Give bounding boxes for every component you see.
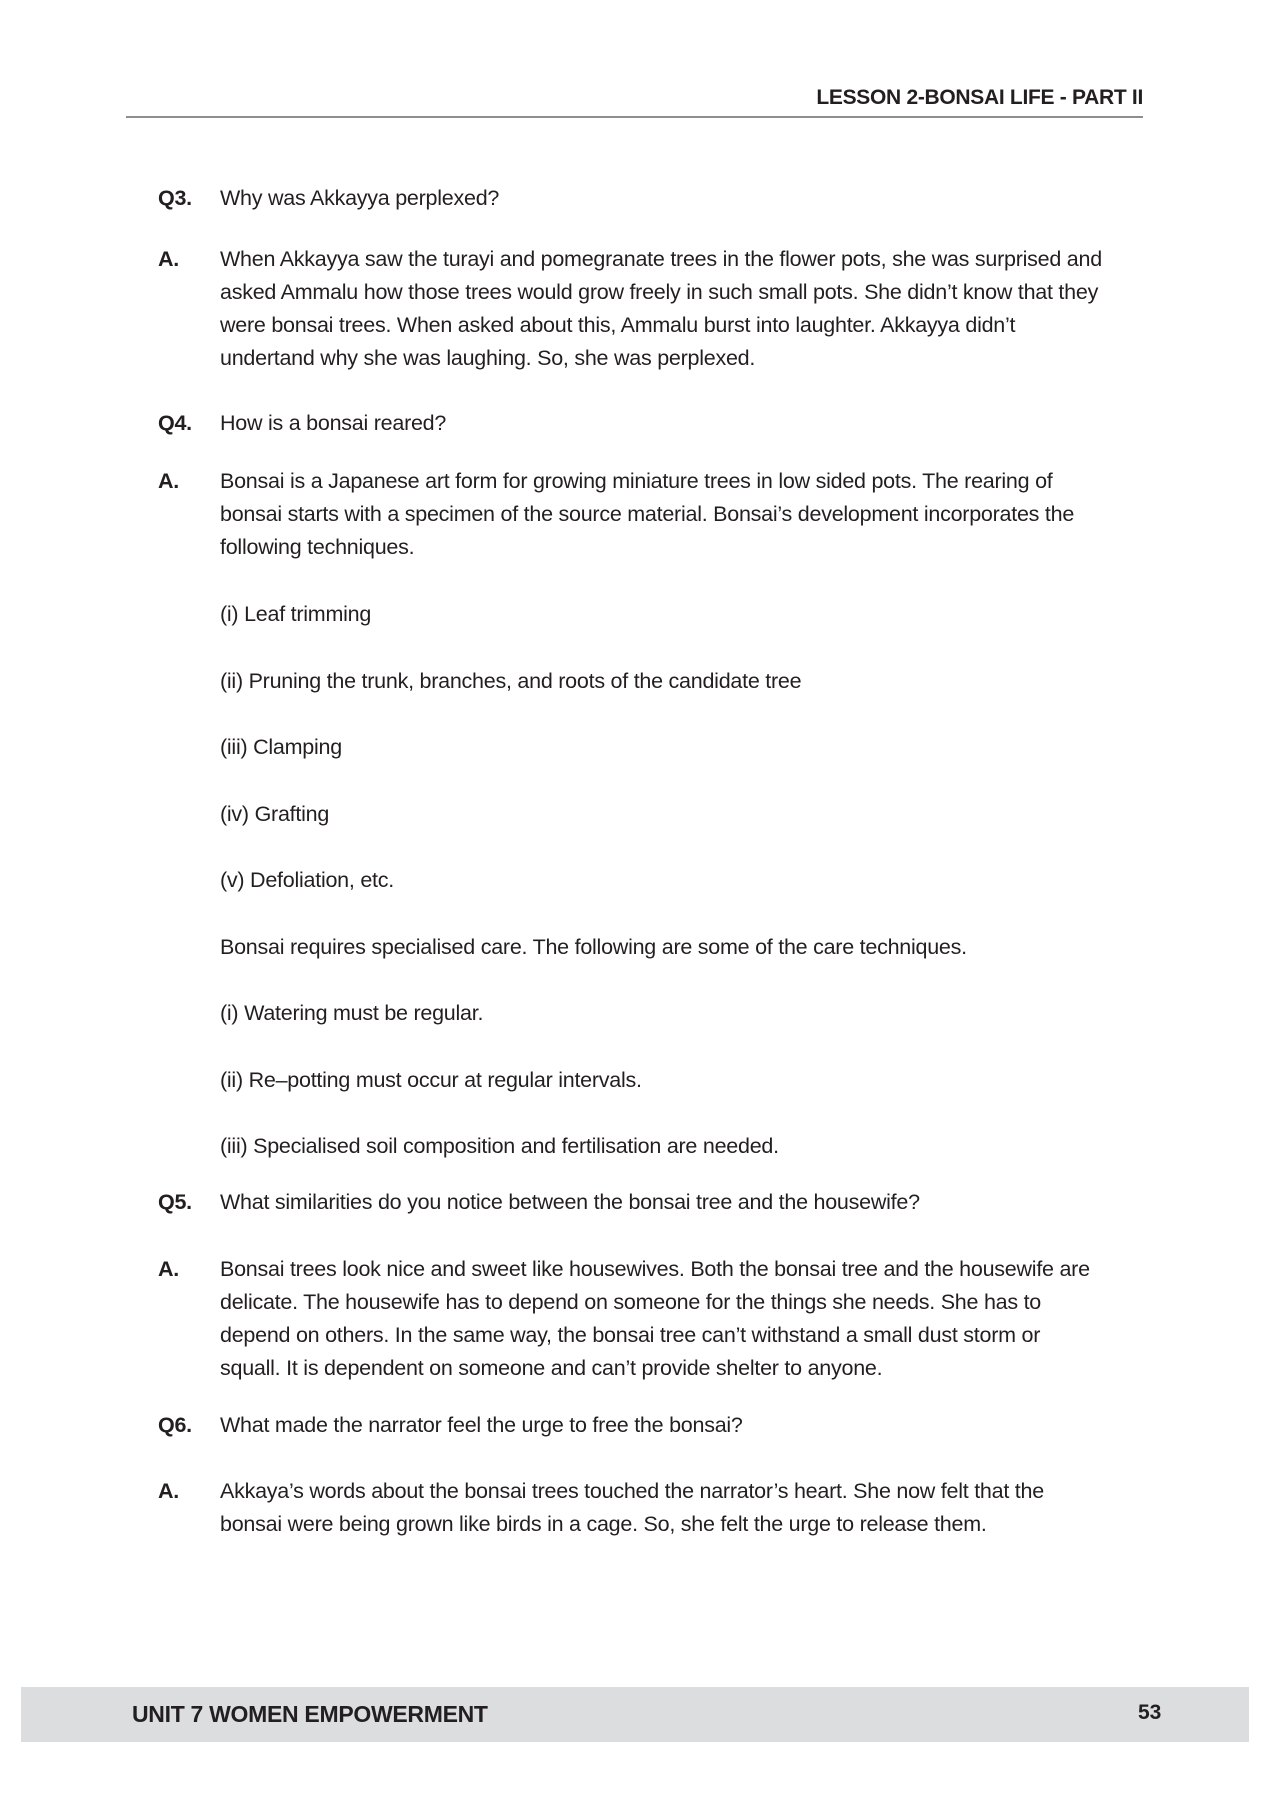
page-number: 53: [1138, 1701, 1162, 1724]
answer-line: were bonsai trees. When asked about this, Ammalu burst into laughter. Akkayya didn’t: [220, 313, 1016, 337]
header-rule: [126, 116, 1143, 118]
answer-text: [220, 243, 1102, 375]
answer-label: A.: [158, 1479, 179, 1503]
answer-line: bonsai were being grown like birds in a cage. So, she felt the urge to release them.: [220, 1512, 987, 1536]
answer-line: depend on others. In the same way, the bonsai tree can’t withstand a small dust storm or: [220, 1323, 1041, 1347]
answer-line: asked Ammalu how those trees would grow freely in such small pots. She didn’t know that they: [220, 280, 1099, 304]
answer-line: Bonsai is a Japanese art form for growing miniature trees in low sided pots. The rearing of: [220, 469, 1053, 493]
answer-line: undertand why she was laughing. So, she was perplexed.: [220, 346, 756, 370]
question-label: Q3.: [158, 186, 192, 210]
answer-label: A.: [158, 469, 179, 493]
answer-text: [220, 465, 1074, 564]
answer-line: Bonsai trees look nice and sweet like housewives. Both the bonsai tree and the housewife are: [220, 1257, 1090, 1281]
answer-text: [220, 1253, 1090, 1385]
question-text: How is a bonsai reared?: [220, 411, 447, 435]
answer-label: A.: [158, 247, 179, 271]
answer-label: A.: [158, 1257, 179, 1281]
answer-line: Akkaya’s words about the bonsai trees touched the narrator’s heart. She now felt that the: [220, 1479, 1044, 1503]
answer-text: [220, 1475, 1044, 1541]
answer-line: following techniques.: [220, 535, 415, 559]
question-label: Q5.: [158, 1190, 192, 1214]
page-footer: [21, 1687, 1249, 1742]
answer-line: delicate. The housewife has to depend on someone for the things she needs. She has to: [220, 1290, 1042, 1314]
question-text: Why was Akkayya perplexed?: [220, 186, 500, 210]
answer-line: bonsai starts with a specimen of the source material. Bonsai’s development incorporates the: [220, 502, 1075, 526]
running-header: LESSON 2-BONSAI LIFE - PART II: [816, 86, 1143, 109]
question-label: Q6.: [158, 1413, 192, 1437]
answer-line: When Akkayya saw the turayi and pomegranate trees in the flower pots, she was surprised and: [220, 247, 1102, 271]
question-text: What made the narrator feel the urge to free the bonsai?: [220, 1413, 743, 1437]
unit-title: UNIT 7 WOMEN EMPOWERMENT: [132, 1701, 488, 1727]
answer-line: squall. It is dependent on someone and can’t provide shelter to anyone.: [220, 1356, 883, 1380]
question-label: Q4.: [158, 411, 192, 435]
question-text: What similarities do you notice between the bonsai tree and the housewife?: [220, 1190, 920, 1214]
